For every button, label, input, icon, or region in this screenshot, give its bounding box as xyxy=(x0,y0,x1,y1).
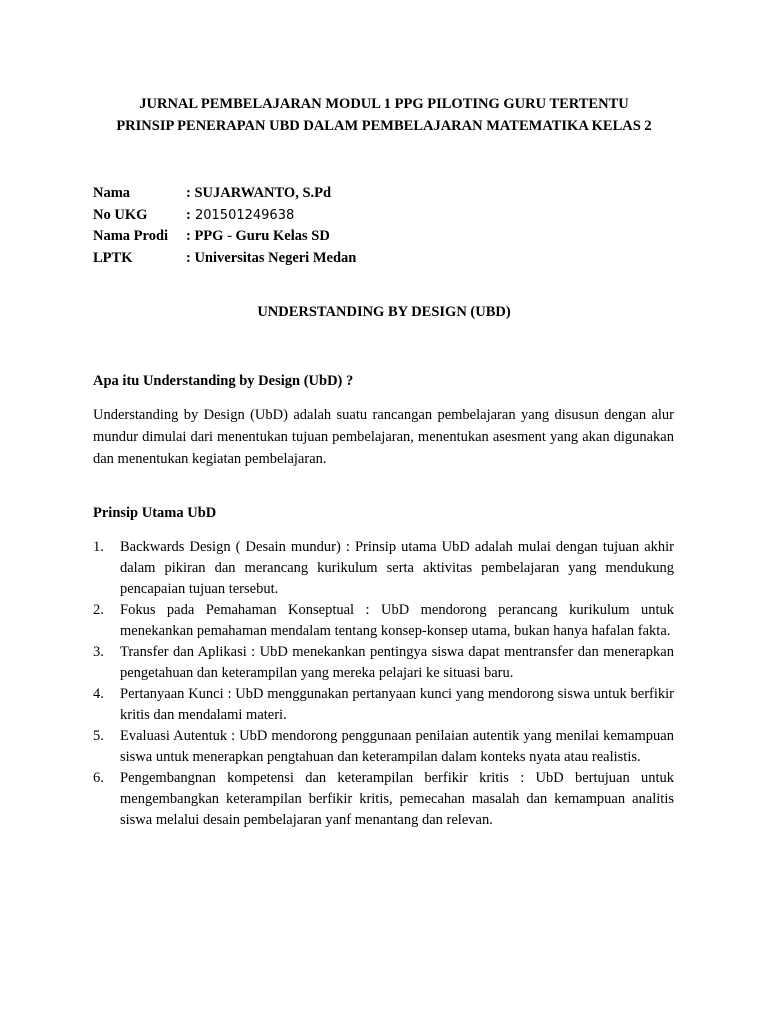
list-item-number: 4. xyxy=(93,686,104,702)
list-item-text: Pertanyaan Kunci : UbD menggunakan pertanyaan kunci yang mendorong siswa untuk berfikir kritis dan mendalami materi. xyxy=(120,686,674,723)
list-item xyxy=(93,684,674,726)
identity-row-nama-prodi xyxy=(93,226,356,248)
list-item-number: 3. xyxy=(93,644,104,660)
identity-colon: : xyxy=(186,206,191,223)
list-item-text: Transfer dan Aplikasi : UbD menekankan pentingya siswa dapat mentransfer dan menerapkan pengetahuan dan keterampilan yang mereka pelajari ke situasi baru. xyxy=(120,644,674,681)
list-item xyxy=(93,537,674,600)
section-title: UNDERSTANDING BY DESIGN (UBD) xyxy=(257,304,511,320)
document-title-line-2: PRINSIP PENERAPAN UBD DALAM PEMBELAJARAN MATEMATIKA KELAS 2 xyxy=(116,118,652,134)
list-item xyxy=(93,600,674,642)
identity-row-nama xyxy=(93,183,356,205)
identity-value: : PPG - Guru Kelas SD xyxy=(186,228,330,244)
identity-value: : SUJARWANTO, S.Pd xyxy=(186,185,332,201)
identity-label: Nama Prodi xyxy=(93,228,169,244)
list-item xyxy=(93,642,674,684)
identity-row-lptk xyxy=(93,248,356,270)
list-item xyxy=(93,768,674,831)
identity-block xyxy=(93,183,356,269)
identity-label: No UKG xyxy=(93,206,148,223)
identity-row-no-ukg xyxy=(93,205,356,227)
list-item-text: Evaluasi Autentuk : UbD mendorong penggunaan penilaian autentik yang menilai kemampuan siswa untuk menerapkan pengtahuan dan keterampilan dalam konteks nyata atau realistis. xyxy=(120,728,674,765)
list-item-number: 5. xyxy=(93,728,104,744)
identity-ukg-number: 201501249638 xyxy=(194,207,295,223)
identity-value: : Universitas Negeri Medan xyxy=(186,249,357,266)
list-item-text: Pengembangnan kompetensi dan keterampilan berfikir kritis : UbD bertujuan untuk mengembangkan keterampilan berfikir kritis, pemecahan masalah dan kemampuan analitis siswa melalui desain pembelajaran yanf menantang dan relevan. xyxy=(120,770,674,828)
document-title-line-1: JURNAL PEMBELAJARAN MODUL 1 PPG PILOTING GURU TERTENTU xyxy=(139,96,629,112)
list-item-number: 6. xyxy=(93,770,104,786)
what-is-paragraph: Understanding by Design (UbD) adalah suatu rancangan pembelajaran yang disusun dengan alur mundur dimulai dari menentukan tujuan pembelajaran, menentukan asesment yang akan digunakan dan menentukan kegiatan pembelajaran. xyxy=(93,407,674,467)
list-item-number: 2. xyxy=(93,602,104,618)
identity-label: LPTK xyxy=(93,249,133,266)
list-item xyxy=(93,726,674,768)
identity-value xyxy=(186,205,294,227)
what-is-heading: Apa itu Understanding by Design (UbD) ? xyxy=(93,373,354,389)
identity-label: Nama xyxy=(93,185,131,201)
list-item-text: Backwards Design ( Desain mundur) : Prinsip utama UbD adalah mulai dengan tujuan akhir dalam pikiran dan merancang kurikulum serta aktivitas pembelajaran yang mendukung pencapaian tujuan tersebut. xyxy=(120,539,674,597)
list-item-text: Fokus pada Pemahaman Konseptual : UbD mendorong perancang kurikulum untuk menekankan pemahaman mendalam tentang konsep-konsep utama, bukan hanya hafalan fakta. xyxy=(120,602,674,639)
list-item-number: 1. xyxy=(93,539,104,555)
principles-list xyxy=(93,537,674,831)
principles-heading: Prinsip Utama UbD xyxy=(93,505,217,521)
